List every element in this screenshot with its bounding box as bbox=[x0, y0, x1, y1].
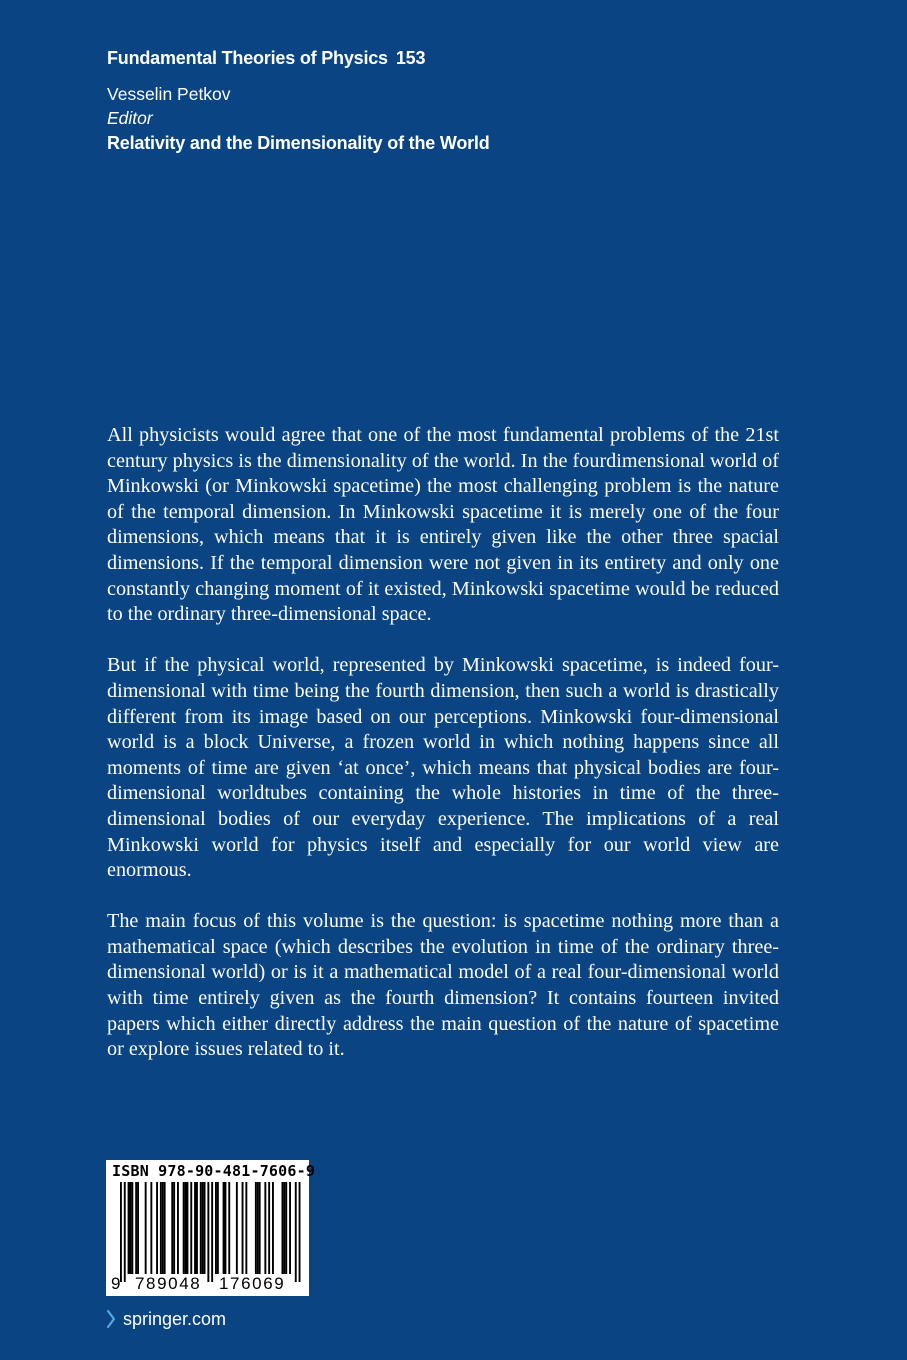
cover-header bbox=[107, 44, 490, 156]
barcode-bar bbox=[259, 1182, 261, 1274]
blurb-paragraph-2: But if the physical world, represented by Minkowski spacetime, is indeed four-dimensional with time being the fourth dimension, then such a world is drastically different from its image based on our perceptions. Minkowski four-dimensional world is a block Universe, a frozen world in which nothing happens since all moments of time are given ‘at once’, which means that physical bodies are four-dimensional worldtubes containing the whole histories in time of the three-dimensional bodies of our everyday experience. The implications of a real Minkowski world for physics itself and especially for our world view are enormous. bbox=[107, 654, 779, 882]
barcode-bar bbox=[187, 1182, 189, 1274]
barcode-bar bbox=[194, 1182, 196, 1274]
series-number: 153 bbox=[395, 48, 426, 68]
barcode-bar bbox=[200, 1182, 202, 1274]
barcode-lead-digit: 9 bbox=[111, 1274, 121, 1293]
barcode-bar bbox=[257, 1182, 259, 1274]
barcode-bar bbox=[150, 1182, 152, 1274]
editor-role: Editor bbox=[107, 108, 153, 128]
barcode-bar bbox=[164, 1182, 166, 1274]
barcode-bar bbox=[264, 1182, 266, 1274]
barcode-bar bbox=[131, 1182, 133, 1274]
barcode-bar bbox=[207, 1182, 209, 1282]
barcode-bar bbox=[299, 1182, 301, 1282]
barcode-bar bbox=[156, 1182, 158, 1274]
barcode-bar bbox=[190, 1182, 192, 1274]
barcode-bar bbox=[272, 1182, 274, 1274]
series-title: Fundamental Theories of Physics bbox=[107, 48, 388, 68]
blurb-paragraph-1: All physicists would agree that one of the most fundamental problems of the 21st century physics is the dimensionality of the world. In the fourdimensional world of Minkowski (or Minkowski spacetime) the most challenging problem is the nature of the temporal dimension. In Minkowski spacetime it is merely one of the four dimensions, which means that it is entirely given like the other three spacial dimensions. If the temporal dimension were not given in its entirety and only one constantly changing moment of it existed, Minkowski spacetime would be reduced to the ordinary three-dimensional space. bbox=[107, 424, 779, 626]
barcode-bar bbox=[171, 1182, 173, 1274]
barcode-bar bbox=[130, 1182, 132, 1274]
barcode-bar bbox=[177, 1182, 179, 1274]
barcode-bar bbox=[183, 1182, 185, 1274]
barcode-bar bbox=[202, 1182, 204, 1274]
barcode-bar bbox=[145, 1182, 147, 1274]
barcode-bar bbox=[162, 1182, 164, 1274]
book-title: Relativity and the Dimensionality of the World bbox=[107, 133, 490, 153]
barcode-bar bbox=[242, 1182, 244, 1274]
barcode-bar bbox=[283, 1182, 285, 1274]
barcode-bar bbox=[223, 1182, 225, 1274]
barcode-bars bbox=[106, 1182, 309, 1284]
barcode-bar bbox=[128, 1182, 130, 1274]
barcode-bar bbox=[196, 1182, 198, 1274]
barcode-bar bbox=[289, 1182, 291, 1274]
barcode-bar bbox=[211, 1182, 213, 1282]
chevron-right-icon bbox=[106, 1309, 116, 1329]
barcode-bar bbox=[160, 1182, 162, 1274]
barcode-bar bbox=[228, 1182, 230, 1274]
barcode-bar bbox=[236, 1182, 238, 1274]
barcode-bar bbox=[124, 1182, 126, 1282]
publisher-url[interactable]: springer.com bbox=[123, 1309, 227, 1329]
barcode-bar bbox=[120, 1182, 122, 1282]
barcode-right-digits: 176069 bbox=[219, 1274, 286, 1293]
editor-name: Vesselin Petkov bbox=[107, 84, 231, 104]
series-line bbox=[107, 44, 490, 72]
barcode-bar bbox=[185, 1182, 187, 1274]
isbn-text: ISBN 978-90-481-7606-9 bbox=[112, 1162, 316, 1180]
blurb-paragraph-3: The main focus of this volume is the question: is spacetime nothing more than a mathematical space (which describes the evolution in time of the ordinary three-dimensional world) or is it a mathematical model of a real four-dimensional world with time entirely given as the fourth dimension? It contains fourteen invited papers which either directly address the main question of the nature of spacetime or explore issues related to it. bbox=[107, 910, 779, 1061]
barcode-bar bbox=[282, 1182, 284, 1274]
back-cover-blurb bbox=[107, 423, 779, 1088]
barcode-left-digits: 789048 bbox=[135, 1274, 202, 1293]
barcode-bar bbox=[204, 1182, 206, 1274]
barcode-bar bbox=[137, 1182, 139, 1274]
isbn-barcode bbox=[106, 1160, 316, 1296]
barcode-bar bbox=[245, 1182, 247, 1274]
barcode-bar bbox=[255, 1182, 257, 1274]
publisher-link[interactable] bbox=[106, 1307, 226, 1331]
barcode-bar bbox=[173, 1182, 175, 1274]
barcode-bar bbox=[215, 1182, 217, 1274]
barcode-bar bbox=[217, 1182, 219, 1274]
barcode-bar bbox=[225, 1182, 227, 1274]
barcode-bar bbox=[268, 1182, 270, 1274]
barcode-bar bbox=[135, 1182, 137, 1274]
barcode-bar bbox=[285, 1182, 287, 1274]
barcode-bar bbox=[295, 1182, 297, 1282]
